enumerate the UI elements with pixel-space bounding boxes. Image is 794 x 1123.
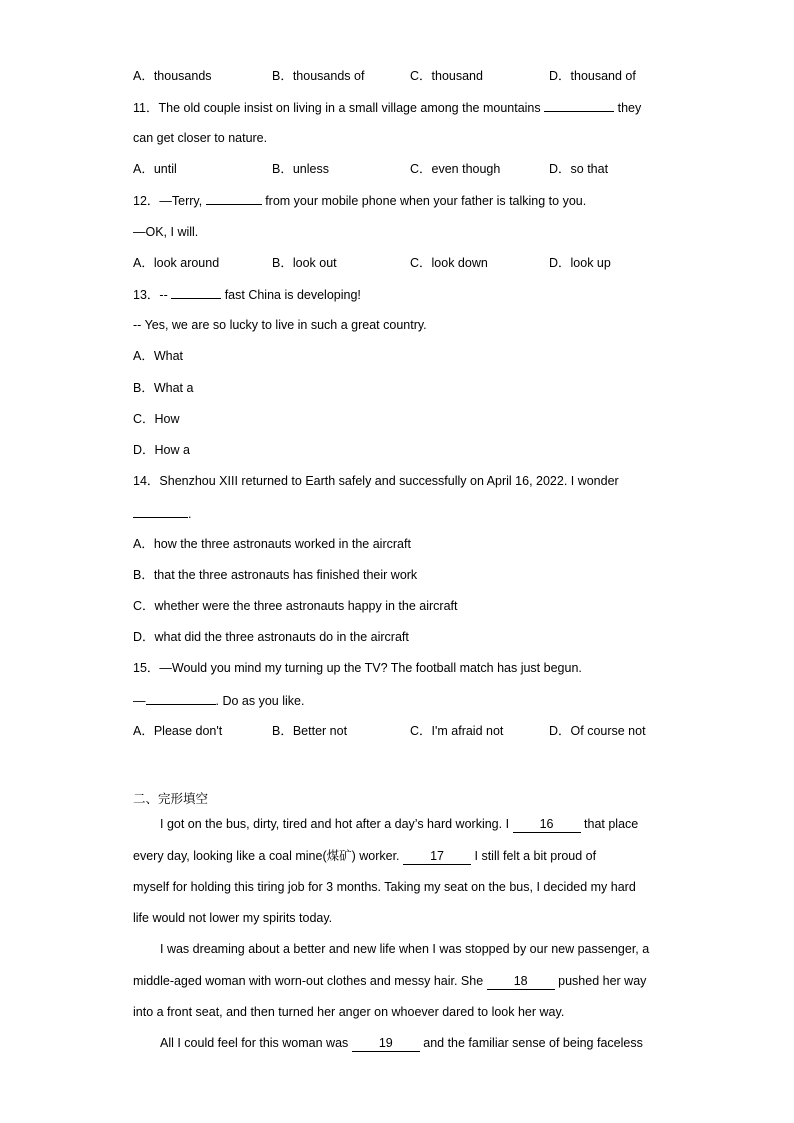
q14-option-d[interactable]: D．what did the three astronauts do in the aircraft bbox=[133, 630, 409, 644]
q12-stem-text-end: from your mobile phone when your father is talking to you. bbox=[265, 194, 587, 208]
q13-stem-text: 13．-- bbox=[133, 288, 168, 302]
cloze-text: I still felt a bit proud of bbox=[474, 849, 597, 863]
q12-option-a[interactable]: A．look around bbox=[133, 256, 220, 270]
q13-blank bbox=[171, 286, 221, 299]
q15-option-d[interactable]: D．Of course not bbox=[549, 724, 646, 738]
cloze-text: All I could feel for this woman was bbox=[160, 1036, 349, 1050]
cloze-p2-line3: into a front seat, and then turned her anger on whoever dared to look her way. bbox=[133, 1005, 565, 1019]
q14-stem-line1: 14．Shenzhou XIII returned to Earth safely and successfully on April 16, 2022. I wonder bbox=[133, 474, 619, 488]
q10-option-b[interactable]: B．thousands of bbox=[272, 69, 365, 83]
q11-option-b[interactable]: B．unless bbox=[272, 162, 329, 176]
q14-blank bbox=[133, 505, 188, 518]
cloze-p1-line2 bbox=[133, 848, 596, 865]
q12-blank bbox=[206, 192, 262, 205]
q11-option-a[interactable]: A．until bbox=[133, 162, 177, 176]
q12-option-c[interactable]: C．look down bbox=[410, 256, 488, 270]
q14-stem-line2 bbox=[133, 505, 191, 522]
cloze-text: and the familiar sense of being faceless bbox=[423, 1036, 643, 1050]
cloze-text: that place bbox=[584, 817, 639, 831]
q11-option-d[interactable]: D．so that bbox=[549, 162, 609, 176]
q15-stem-line1: 15．—Would you mind my turning up the TV? The football match has just begun. bbox=[133, 661, 582, 675]
q15-stem-text-end: . Do as you like. bbox=[215, 694, 305, 708]
q15-dash: — bbox=[133, 694, 146, 708]
q15-option-a[interactable]: A．Please don't bbox=[133, 724, 223, 738]
cloze-blank-16[interactable]: 16 bbox=[513, 816, 581, 833]
q14-stem-tail: . bbox=[188, 507, 192, 521]
q13-stem-line2: -- Yes, we are so lucky to live in such a great country. bbox=[133, 318, 427, 332]
cloze-p3-line1 bbox=[160, 1035, 643, 1052]
q14-option-c[interactable]: C．whether were the three astronauts happy in the aircraft bbox=[133, 599, 458, 613]
q10-option-c[interactable]: C．thousand bbox=[410, 69, 483, 83]
q12-stem-line2: —OK, I will. bbox=[133, 225, 199, 239]
cloze-blank-18[interactable]: 18 bbox=[487, 973, 555, 990]
q13-option-c[interactable]: C．How bbox=[133, 412, 180, 426]
cloze-blank-19[interactable]: 19 bbox=[352, 1035, 420, 1052]
q11-stem-text-end: they bbox=[617, 101, 642, 115]
q11-stem-line2: can get closer to nature. bbox=[133, 131, 268, 145]
q13-option-d[interactable]: D．How a bbox=[133, 443, 190, 457]
cloze-p2-line1: I was dreaming about a better and new life when I was stopped by our new passenger, a bbox=[160, 942, 650, 956]
q15-blank bbox=[146, 692, 216, 705]
q15-stem-line2 bbox=[133, 692, 304, 709]
q15-option-b[interactable]: B．Better not bbox=[272, 724, 348, 738]
q13-stem-text-end: fast China is developing! bbox=[224, 288, 361, 302]
q15-option-c[interactable]: C．I'm afraid not bbox=[410, 724, 504, 738]
q14-option-b[interactable]: B．that the three astronauts has finished their work bbox=[133, 568, 418, 582]
q10-option-a[interactable]: A．thousands bbox=[133, 69, 212, 83]
q12-option-b[interactable]: B．look out bbox=[272, 256, 337, 270]
cloze-blank-17[interactable]: 17 bbox=[403, 848, 471, 865]
q13-option-a[interactable]: A．What bbox=[133, 349, 184, 363]
cloze-p1-line3: myself for holding this tiring job for 3 months. Taking my seat on the bus, I decided my hard bbox=[133, 880, 636, 894]
q14-option-a[interactable]: A．how the three astronauts worked in the aircraft bbox=[133, 537, 411, 551]
cloze-p2-line2 bbox=[133, 973, 646, 990]
cloze-text: middle-aged woman with worn-out clothes and messy hair. She bbox=[133, 974, 484, 988]
q12-stem-line1 bbox=[133, 192, 586, 209]
q11-stem-text: 11．The old couple insist on living in a small village among the mountains bbox=[133, 101, 541, 115]
cloze-text: I got on the bus, dirty, tired and hot after a day’s hard working. I bbox=[160, 817, 510, 831]
q11-stem-line1 bbox=[133, 99, 641, 116]
cloze-text: pushed her way bbox=[558, 974, 647, 988]
q13-stem-line1 bbox=[133, 286, 361, 303]
q12-option-d[interactable]: D．look up bbox=[549, 256, 611, 270]
cloze-p1-line1 bbox=[160, 816, 638, 833]
q13-option-b[interactable]: B．What a bbox=[133, 381, 194, 395]
q10-option-d[interactable]: D．thousand of bbox=[549, 69, 636, 83]
q11-blank bbox=[544, 99, 614, 112]
cloze-p1-line4: life would not lower my spirits today. bbox=[133, 911, 333, 925]
q12-stem-text: 12．—Terry, bbox=[133, 194, 203, 208]
section-heading: 二、完形填空 bbox=[133, 792, 209, 806]
q11-option-c[interactable]: C．even though bbox=[410, 162, 501, 176]
cloze-text: every day, looking like a coal mine(煤矿) worker. bbox=[133, 849, 400, 863]
